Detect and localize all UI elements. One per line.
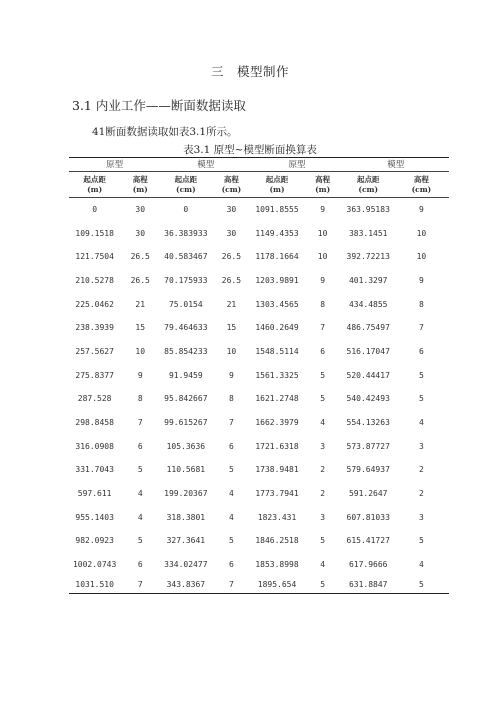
table-cell: 1178.1664 [255,252,299,262]
table-cell: 434.4855 [348,299,388,309]
table-cell: 8 [229,394,234,404]
table-cell: 2 [320,489,326,499]
table-cell: 6 [229,441,234,451]
table-cell: 4 [229,512,234,522]
table-cell: 617.9666 [348,560,388,570]
section-title: 3.1 内业工作——断面数据读取 [72,98,246,113]
table-cell: 1203.9891 [255,275,299,285]
table-cell: 238.3939 [75,323,114,333]
table-row [69,577,449,594]
table-cell: 99.615267 [164,418,208,428]
table-cell: 8 [320,299,326,309]
table-cell: 10 [416,252,427,262]
table-cell: 3 [419,441,424,451]
table-cell: 30 [135,228,146,238]
table-cell: 316.0908 [75,441,114,451]
table-cell: 2 [419,489,424,499]
column-header-label: 起点距 [83,174,106,184]
table-row [69,316,449,340]
table-cell: 554.13263 [346,418,390,428]
table-cell: 1303.4565 [255,299,299,309]
table-cell: 1738.9481 [255,465,299,475]
table-cell: 4 [137,512,143,522]
column-header-label: 起点距 [356,174,380,184]
table-cell: 26.5 [221,275,242,285]
table-cell: 8 [137,394,143,404]
table-cell: 1823.431 [257,512,297,522]
column-header-label: 高程 [223,174,239,184]
table-cell: 579.64937 [346,465,390,475]
table-cell: 9 [229,370,234,380]
table-cell: 392.72213 [346,252,390,262]
table-cell: 343.8367 [160,577,211,594]
column-header-unit: (m) [269,184,285,194]
table-cell: 1031.510 [69,577,120,594]
table-cell: 79.464633 [164,323,208,333]
table-cell: 9 [419,204,424,214]
table-cell: 1721.6318 [255,441,299,451]
table-cell: 0 [92,204,98,214]
table-cell: 5 [419,370,424,380]
table-cell: 10 [226,346,237,356]
table-cell: 6 [419,346,424,356]
table-cell: 5 [229,465,234,475]
table-cell: 15 [135,323,146,333]
table-cell: 26.5 [130,275,150,285]
table-cell: 257.5627 [75,346,114,356]
column-header-unit: (m) [315,184,331,194]
table-row [69,506,449,530]
table-row [69,459,449,483]
chapter-title: 三 模型制作 [210,64,289,79]
table-caption: 表3.1 原型~模型断面换算表 [183,144,317,156]
table-cell: 1561.3325 [255,370,299,380]
table-cell: 1548.5114 [255,346,299,356]
group-header-model: 模型 [160,158,251,172]
table-cell: 30 [135,204,146,214]
table-cell: 7 [419,323,424,333]
table-cell: 631.8847 [343,577,394,594]
table-cell: 327.3641 [166,536,206,546]
table-cell: 210.5278 [75,275,114,285]
table-cell: 1621.2748 [255,394,299,404]
column-header-unit: (cm) [358,184,379,194]
table-cell: 1773.7941 [255,489,299,499]
column-header [303,172,343,198]
table-cell: 26.5 [221,252,242,262]
table-cell: 10 [317,228,328,238]
table-cell: 9 [320,275,326,285]
table-group-header-row [69,158,449,172]
table-row [69,245,449,269]
table-cell: 21 [135,299,146,309]
table-cell: 3 [320,441,326,451]
table-cell: 955.1403 [75,512,114,522]
table-cell: 5 [229,536,234,546]
table-cell: 40.583467 [164,252,208,262]
table-cell: 110.5681 [166,465,206,475]
table-cell: 597.611 [77,489,112,499]
table-cell: 318.3801 [166,512,206,522]
table-cell: 1149.4353 [255,228,299,238]
table-row [69,293,449,317]
table-cell: 10 [135,346,146,356]
table-cell: 7 [320,323,326,333]
table-row [69,388,449,412]
table-cell: 8 [419,299,424,309]
table-cell: 1853.8998 [255,560,299,570]
table-cell: 5 [419,394,424,404]
table-cell: 4 [320,418,326,428]
table-cell: 36.383933 [164,228,208,238]
table-cell: 591.2647 [348,489,388,499]
table-cell: 21 [226,299,237,309]
table-cell: 4 [229,489,234,499]
table-cell: 26.5 [130,252,150,262]
table-cell: 4 [419,418,424,428]
column-header-unit: (cm) [221,184,242,194]
table-cell: 1460.2649 [255,323,299,333]
column-header-label: 起点距 [174,174,198,184]
table-cell: 6 [229,560,234,570]
table-cell: 1002.0743 [72,560,117,570]
table-cell: 4 [320,560,326,570]
table-cell: 5 [137,536,143,546]
table-cell: 331.7043 [75,465,114,475]
table-cell: 9 [137,370,143,380]
column-header [120,172,160,198]
table-cell: 607.81033 [346,512,390,522]
table-row [69,482,449,506]
table-cell: 1846.2518 [255,536,299,546]
table-cell: 5 [320,536,326,546]
column-header-label: 高程 [315,174,331,184]
table-cell: 3 [320,512,326,522]
table-row [69,222,449,246]
table-cell: 2 [320,465,326,475]
table-cell: 85.854233 [164,346,208,356]
table-cell: 199.20367 [164,489,208,499]
column-header-label: 高程 [413,174,429,184]
table-cell: 540.42493 [346,394,390,404]
table-cell: 1662.3979 [255,418,299,428]
table-cell: 7 [211,577,251,594]
table-cell: 334.02477 [164,560,208,570]
column-header-unit: (cm) [176,184,196,194]
conversion-table [69,157,449,594]
column-header [394,172,449,198]
table-row [69,435,449,459]
table-cell: 5 [320,370,326,380]
column-header [211,172,251,198]
column-header-label: 起点距 [265,174,289,184]
column-header [251,172,302,198]
table-cell: 105.3636 [166,441,206,451]
table-cell: 7 [229,418,234,428]
table-cell: 486.75497 [346,323,390,333]
table-cell: 5 [320,394,326,404]
table-cell: 0 [183,204,189,214]
table-cell: 5 [137,465,143,475]
table-cell: 225.0462 [75,299,114,309]
table-row [69,553,449,577]
table-cell: 401.3297 [348,275,388,285]
table-cell: 4 [419,560,424,570]
table-cell: 75.0154 [168,299,203,309]
table-cell: 1895.654 [251,577,302,594]
table-cell: 287.528 [77,394,112,404]
table-cell: 91.9459 [168,370,203,380]
table-cell: 7 [120,577,160,594]
table-row [69,364,449,388]
table-cell: 6 [137,441,143,451]
table-cell: 573.87727 [346,441,390,451]
table-cell: 516.17047 [346,346,390,356]
table-row [69,269,449,293]
table-cell: 10 [317,252,328,262]
table-cell: 383.1451 [348,228,388,238]
table-cell: 15 [226,323,237,333]
group-header-prototype: 原型 [69,158,160,172]
table-cell: 7 [137,418,143,428]
column-header-unit: (m) [132,184,148,194]
table-cell: 520.44417 [346,370,390,380]
column-header [343,172,394,198]
table-cell: 70.175933 [164,275,208,285]
table-cell: 30 [226,204,237,214]
table-row [69,340,449,364]
table-cell: 5 [303,577,343,594]
table-cell: 363.95183 [346,204,390,214]
table-cell: 4 [137,489,143,499]
table-cell: 6 [137,560,143,570]
table-row [69,198,449,222]
table-cell: 9 [419,275,424,285]
table-cell: 615.41727 [346,536,390,546]
table-cell: 30 [226,228,237,238]
table-cell: 298.8458 [75,418,114,428]
column-header [160,172,211,198]
table-cell: 10 [416,228,427,238]
table-row [69,530,449,554]
table-cell: 95.842667 [164,394,208,404]
table-cell: 3 [419,512,424,522]
table-row [69,411,449,435]
intro-paragraph: 41断面数据读取如表3.1所示。 [92,126,238,138]
table-cell: 121.7504 [75,252,114,262]
table-cell: 9 [320,204,326,214]
table-cell: 6 [320,346,326,356]
table-cell: 275.8377 [75,370,114,380]
table-cell: 2 [419,465,424,475]
table-sub-header-row [69,172,449,198]
column-header-unit: (cm) [411,184,432,194]
table-cell: 1091.8555 [255,204,299,214]
group-header-prototype: 原型 [251,158,342,172]
column-header-label: 高程 [132,174,148,184]
table-cell: 109.1518 [75,228,114,238]
table-cell: 982.0923 [75,536,114,546]
table-body [69,198,449,594]
table-cell: 5 [419,536,424,546]
table-cell: 5 [394,577,449,594]
column-header [69,172,120,198]
column-header-unit: (m) [87,184,103,194]
group-header-model: 模型 [343,158,449,172]
